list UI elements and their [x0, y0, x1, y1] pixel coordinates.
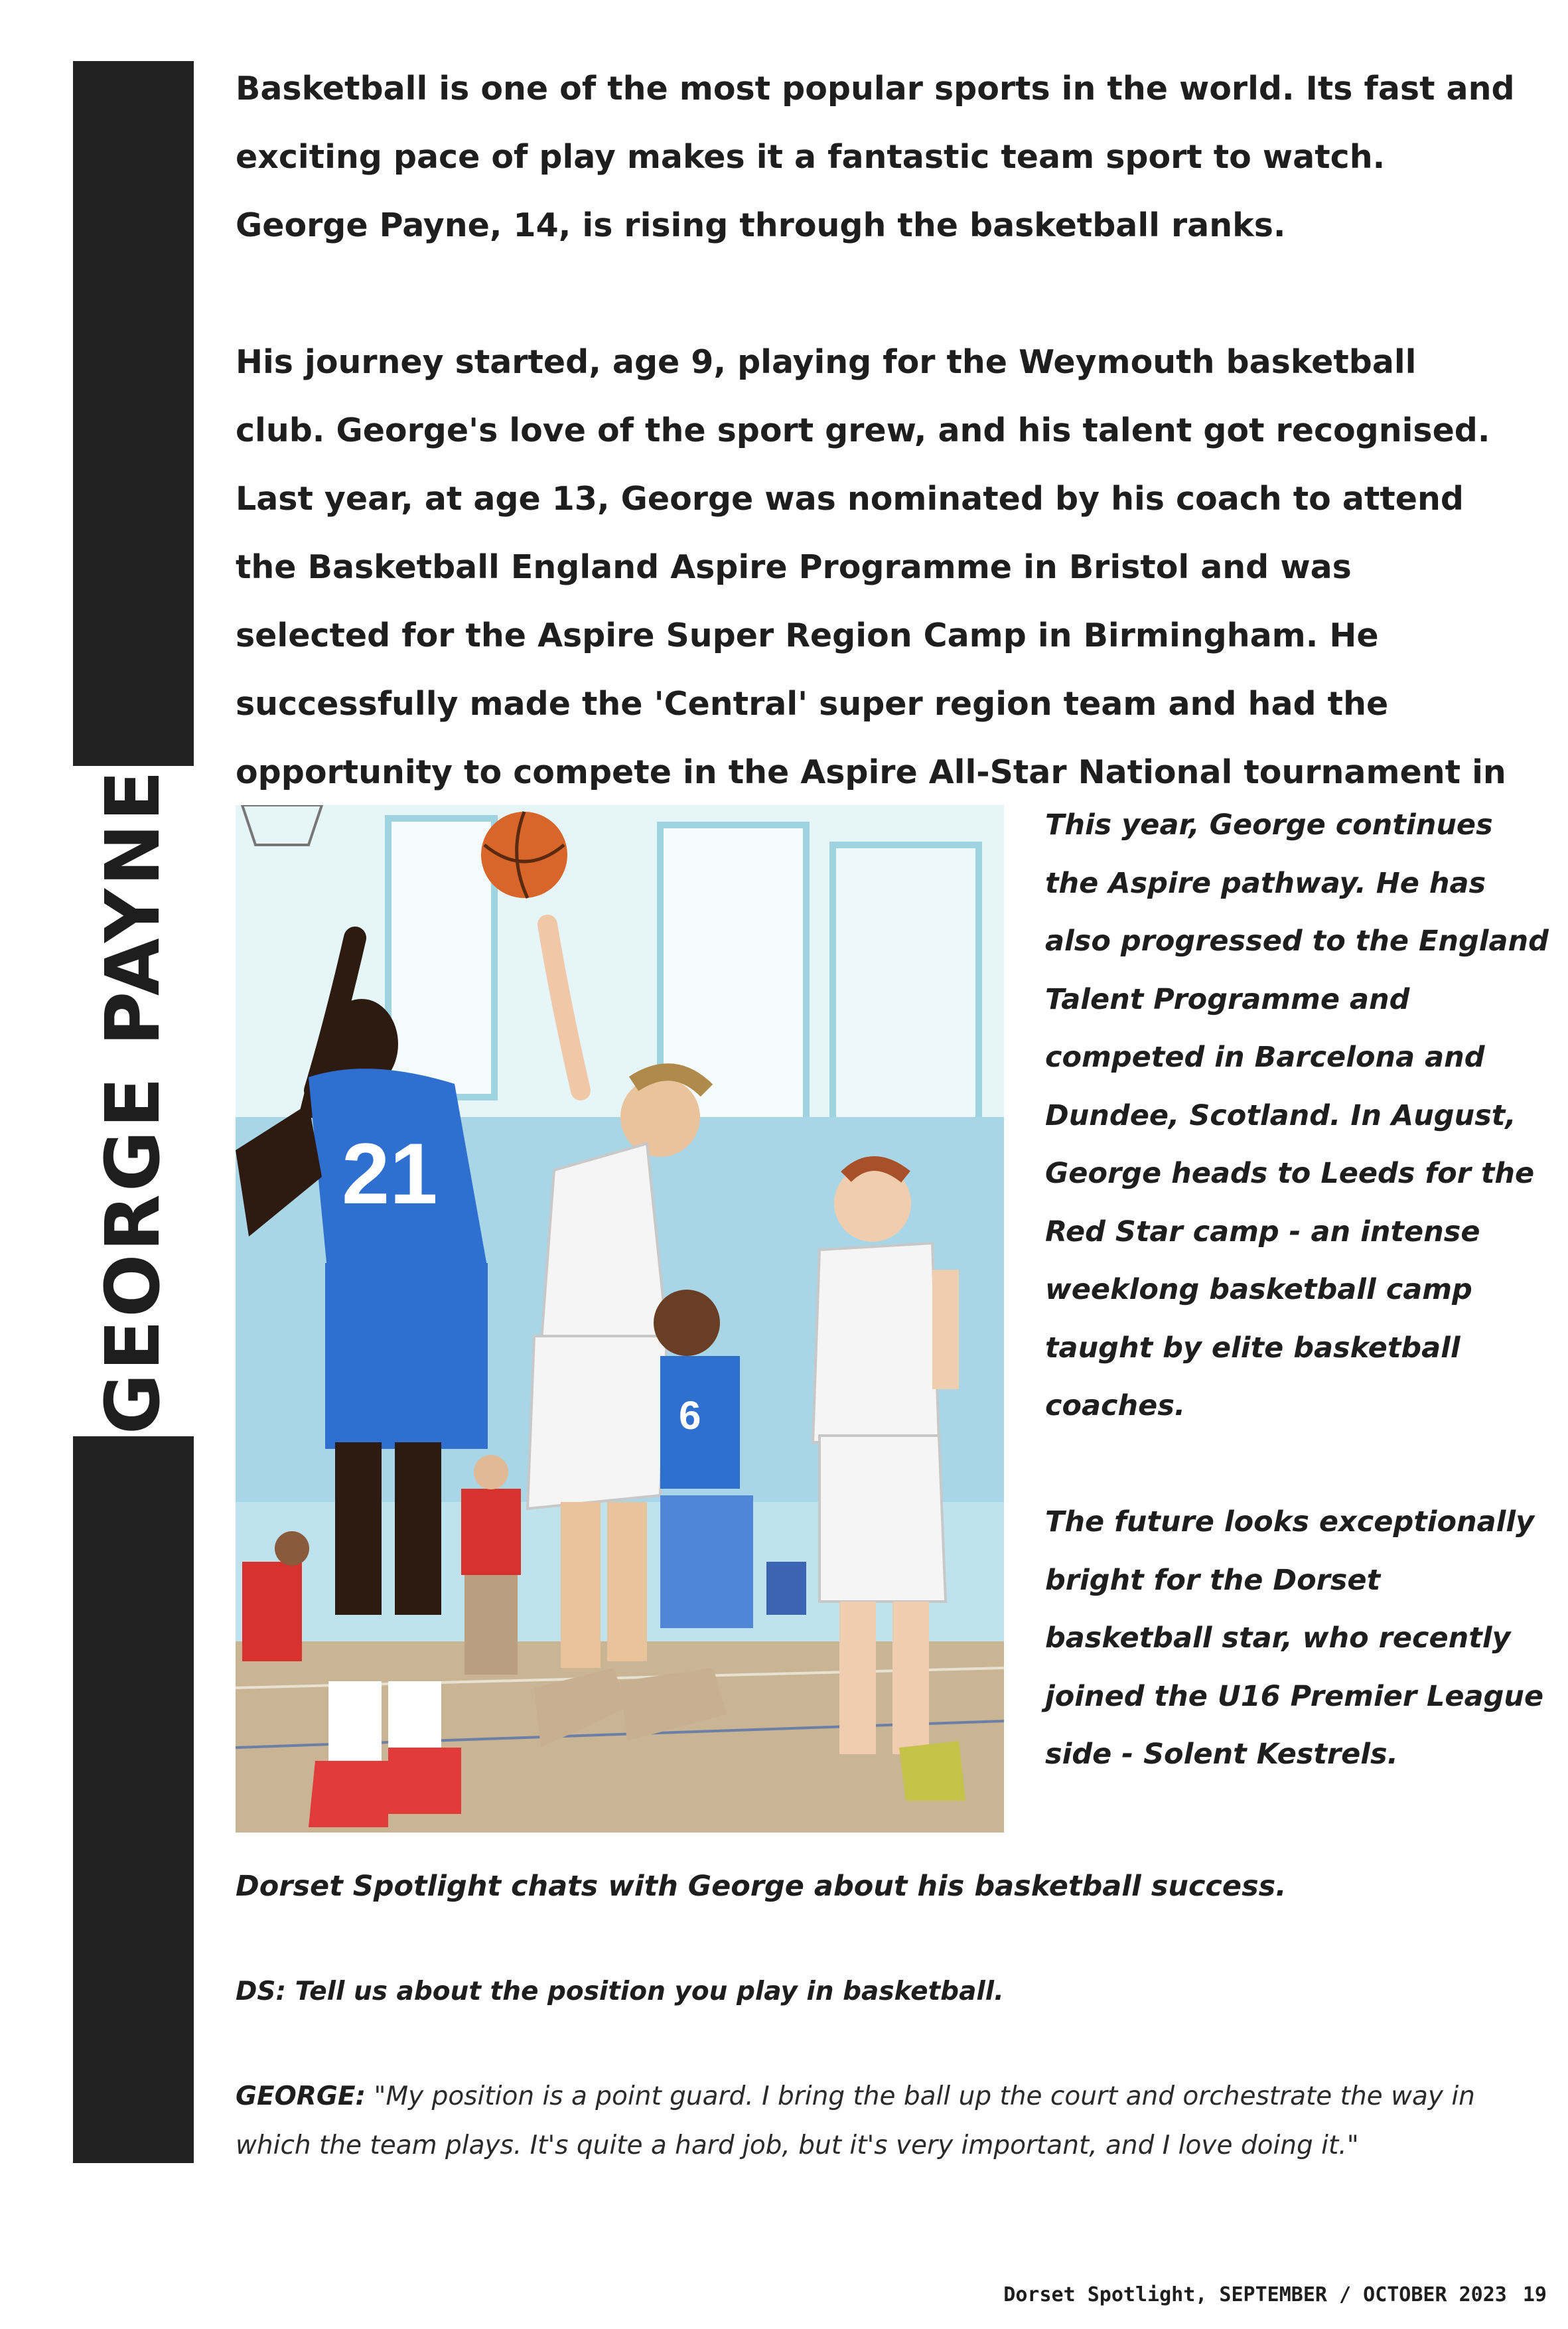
sidebar-bar-bottom [73, 1436, 194, 2163]
intro-paragraph: His journey started, age 9, playing for the Weymouth basketball club. George's love of the sport grew, and his talent got recognised. Last year, at age 13, George was nominated by his coach to attend the Basketball England Aspire Programme in Bristol and was selected for the Aspire Super Region Camp in Birmingham. He successfully made the 'Central' super region team and had the opportunity to compete in the Aspire All-Star National tournament in [236, 343, 1506, 791]
photo-illustration [236, 805, 1004, 1833]
intro-text [236, 54, 1516, 875]
jersey-number-6: 6 [679, 1393, 701, 1438]
answer-speaker: GEORGE: [236, 2081, 366, 2111]
right-column-text [1045, 796, 1549, 1784]
basketball-icon [481, 812, 567, 898]
intro-paragraph: Basketball is one of the most popular sports in the world. Its fast and exciting pace of play makes it a fantastic team sport to watch. George Payne, 14, is rising through the basketball ranks. [236, 70, 1515, 244]
page-number: 19 [1522, 2283, 1547, 2306]
answer-text: "My position is a point guard. I bring the ball up the court and orchestrate the way in which the team plays. It's quite a hard job, but it's very important, and I love doing it." [236, 2081, 1475, 2160]
footer-publication: Dorset Spotlight, SEPTEMBER / OCTOBER 2023 [1003, 2283, 1507, 2306]
sidebar-title-container [73, 766, 194, 1436]
right-column-paragraph: This year, George continues the Aspire pathway. He has also progressed to the England Talent Programme and competed in Barcelona and Dundee, Scotland. In August, George heads to Leeds for the Red Star camp - an intense weeklong basketball camp taught by elite basketball coaches. [1045, 808, 1549, 1422]
interview-caption: Dorset Spotlight chats with George about his basketball success. [236, 1870, 1287, 1903]
right-column-paragraph: The future looks exceptionally bright for the Dorset basketball star, who recently joined the U16 Premier League side - Solent Kestrels. [1045, 1505, 1544, 1771]
page-footer [1003, 2282, 1547, 2308]
sidebar-bar-top [73, 61, 194, 766]
jersey-number-21: 21 [342, 1125, 438, 1222]
sidebar-title: GEORGE PAYNE [90, 767, 177, 1435]
interview-answer [236, 2072, 1530, 2170]
interview-question: DS: Tell us about the position you play in basketball. [236, 1977, 1004, 2006]
basketball-action-photo [236, 805, 1004, 1833]
